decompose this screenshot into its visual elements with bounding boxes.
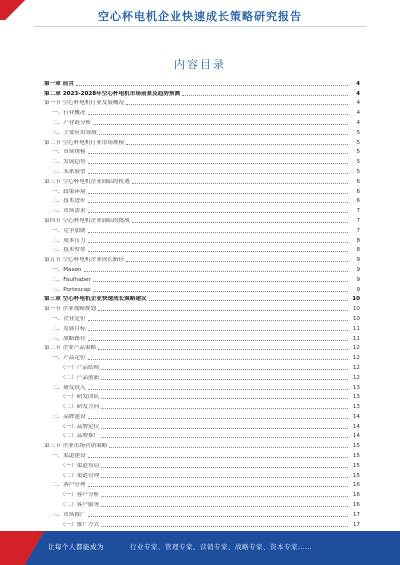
toc-entry[interactable] [44, 509, 360, 519]
toc-entry[interactable] [44, 254, 360, 264]
toc-page-number: 10 [352, 296, 360, 303]
toc-page-number: 4 [356, 110, 360, 117]
toc-page-number: 6 [356, 188, 360, 195]
page-footer [0, 531, 400, 565]
toc-entry[interactable] [44, 88, 360, 98]
toc-leader-dots [98, 349, 348, 350]
toc-entry-title: （一）产品结构 [60, 364, 100, 371]
toc-entry[interactable] [44, 78, 360, 88]
toc-leader-dots [93, 281, 348, 282]
toc-entry-title: 三、主要应用领域 [52, 129, 97, 136]
toc-entry-title: 三、品牌建设 [52, 413, 86, 420]
toc-entry-title: 一、政策环境 [52, 188, 86, 195]
toc-entry-title: 第三节 企业市场营销策略 [44, 443, 108, 450]
toc-entry-title: 二、成本压力 [52, 237, 86, 244]
toc-leader-dots [88, 389, 348, 390]
footer-slogan: 让每个人都能成为 [48, 543, 104, 551]
toc-leader-dots [88, 212, 348, 213]
toc-leader-dots [101, 398, 348, 399]
toc-entry-title: （二）产品创新 [60, 374, 100, 381]
toc-page-number: 4 [356, 90, 360, 97]
toc-entry[interactable] [44, 284, 360, 294]
toc-page-number: 5 [356, 159, 360, 166]
toc-entry-title: 一、市场规模 [52, 149, 86, 156]
toc-entry[interactable] [44, 470, 360, 480]
toc-entry[interactable] [44, 176, 360, 186]
toc-page-number: 11 [352, 325, 360, 332]
toc-page-number: 16 [352, 482, 360, 489]
toc-leader-dots [101, 496, 348, 497]
toc-page-number: 12 [352, 374, 360, 381]
toc-entry-title: 第一节 空心杯电机行业发展概况 [44, 100, 125, 107]
toc-entry[interactable] [44, 186, 360, 196]
toc-leader-dots [88, 486, 348, 487]
toc-entry-title: 二、技术进步 [52, 198, 86, 205]
toc-page-number: 5 [356, 139, 360, 146]
toc-entry-title: 二、产业链分析 [52, 119, 92, 126]
toc-page-number: 4 [356, 119, 360, 126]
toc-page-number: 14 [352, 413, 360, 420]
toc-entry[interactable] [44, 196, 360, 206]
toc-page-number: 5 [356, 149, 360, 156]
toc-entry-title: （二）客户服务 [60, 502, 100, 509]
toc-leader-dots [132, 222, 348, 223]
toc-leader-dots [101, 467, 348, 468]
toc-entry[interactable] [44, 147, 360, 157]
toc-entry-title: 三、Portescap [52, 286, 91, 293]
toc-entry-title: （一）渠道布局 [60, 462, 100, 469]
toc-entry[interactable] [44, 323, 360, 333]
toc-entry-title: （一）研发团队 [60, 394, 100, 401]
toc-entry[interactable] [44, 352, 360, 362]
toc-entry-title: 三、未来展望 [52, 168, 86, 175]
toc-page-number: 9 [356, 266, 360, 273]
toc-entry[interactable] [44, 343, 360, 353]
toc-entry[interactable] [44, 450, 360, 460]
footer-tagline: 行业专家、管理专家、营销专家、战略专家、资本专家…… [130, 543, 312, 551]
toc-leader-dots [101, 369, 348, 370]
toc-entry[interactable] [44, 303, 360, 313]
toc-entry[interactable] [44, 166, 360, 176]
toc-entry-title: 二、发展目标 [52, 325, 86, 332]
toc-leader-dots [101, 506, 348, 507]
toc-entry[interactable] [44, 382, 360, 392]
footer-red-accent [0, 531, 44, 565]
page-header [0, 0, 400, 30]
toc-leader-dots [88, 457, 348, 458]
toc-entry[interactable] [44, 274, 360, 284]
toc-page-number: 10 [352, 315, 360, 322]
toc-leader-dots [93, 124, 348, 125]
toc-page-number: 12 [352, 345, 360, 352]
toc-leader-dots [101, 428, 348, 429]
toc-entry[interactable] [44, 225, 360, 235]
toc-page-number: 9 [356, 286, 360, 293]
toc-page-number: 6 [356, 198, 360, 205]
toc-entry[interactable] [44, 235, 360, 245]
toc-leader-dots [88, 173, 348, 174]
toc-leader-dots [101, 379, 348, 380]
toc-entry-title: 第三节 空心杯电机企业面临的机遇 [44, 178, 130, 185]
toc-entry-title: 第二节 空心杯电机行业市场规模 [44, 139, 125, 146]
toc-entry[interactable] [44, 392, 360, 402]
toc-page-number: 16 [352, 502, 360, 509]
toc-leader-dots [88, 516, 348, 517]
toc-entry-title: （一）品牌定位 [60, 423, 100, 430]
toc-entry[interactable] [44, 421, 360, 431]
toc-entry-title: 第四节 空心杯电机企业面临的挑战 [44, 217, 130, 224]
toc-leader-dots [126, 104, 348, 105]
toc-page-number: 15 [352, 453, 360, 460]
toc-page-number: 15 [352, 472, 360, 479]
toc-entry-title: 第三章 空心杯电机企业快速成长策略建议 [44, 296, 147, 303]
toc-entry[interactable] [44, 294, 360, 304]
toc-leader-dots [126, 144, 348, 145]
toc-leader-dots [88, 232, 348, 233]
toc-page-number: 16 [352, 492, 360, 499]
toc-leader-dots [84, 271, 348, 272]
toc-page-number: 14 [352, 423, 360, 430]
toc-leader-dots [88, 114, 348, 115]
toc-entry-title: 三、战略路径 [52, 335, 86, 342]
toc-entry[interactable] [44, 264, 360, 274]
toc-entry[interactable] [44, 156, 360, 166]
toc-page-number: 5 [356, 129, 360, 136]
toc-leader-dots [98, 310, 348, 311]
toc-entry-title: 三、市场推广 [52, 511, 86, 518]
toc-page-number: 14 [352, 433, 360, 440]
toc-entry-title: 三、市场需求 [52, 208, 86, 215]
toc-page-number: 11 [352, 335, 360, 342]
toc-page-number: 4 [356, 80, 360, 87]
toc-entry-title: （一）客户分析 [60, 492, 100, 499]
toc-page-number: 13 [352, 394, 360, 401]
toc-entry[interactable] [44, 499, 360, 509]
toc-entry-title: 二、研发投入 [52, 384, 86, 391]
toc-page-number: 15 [352, 462, 360, 469]
toc-leader-dots [88, 202, 348, 203]
toc-page-number: 7 [356, 208, 360, 215]
toc-entry[interactable] [44, 431, 360, 441]
toc-heading: 内容目录 [174, 58, 226, 71]
toc-entry-title: （二）品牌推广 [60, 433, 100, 440]
toc-entry[interactable] [44, 117, 360, 127]
toc-leader-dots [88, 330, 348, 331]
toc-entry-title: 一、产品定位 [52, 355, 86, 362]
toc-leader-dots [88, 242, 348, 243]
toc-entry[interactable] [44, 519, 360, 529]
toc-page-number: 4 [356, 100, 360, 107]
toc-entry[interactable] [44, 127, 360, 137]
toc-leader-dots [101, 477, 348, 478]
toc-entry[interactable] [44, 362, 360, 372]
toc-leader-dots [109, 447, 348, 448]
toc-entry[interactable] [44, 98, 360, 108]
toc-page-number: 8 [356, 237, 360, 244]
toc-entry-title: （二）渠道管理 [60, 472, 100, 479]
toc-page-number: 7 [356, 217, 360, 224]
toc-leader-dots [88, 418, 348, 419]
toc-page-number: 12 [352, 364, 360, 371]
toc-leader-dots [99, 134, 348, 135]
toc-leader-dots [88, 153, 348, 154]
toc-entry[interactable] [44, 333, 360, 343]
toc-page-number: 15 [352, 443, 360, 450]
toc-entry-title: 一、竞争加剧 [52, 227, 86, 234]
table-of-contents [44, 78, 360, 538]
toc-entry-title: 一、Maxon [52, 266, 82, 273]
toc-entry-title: （二）研发方向 [60, 404, 100, 411]
toc-entry-title: 第五节 空心杯电机企业成长路径 [44, 257, 125, 264]
toc-entry-title: 三、技术壁垒 [52, 247, 86, 254]
toc-entry-title: 第一章 前言 [44, 80, 74, 87]
toc-entry[interactable] [44, 107, 360, 117]
header-divider [34, 26, 366, 27]
toc-page-number: 6 [356, 178, 360, 185]
toc-leader-dots [149, 300, 348, 301]
toc-entry[interactable] [44, 411, 360, 421]
toc-page-number: 8 [356, 247, 360, 254]
toc-page-number: 17 [352, 521, 360, 528]
toc-leader-dots [76, 85, 348, 86]
toc-leader-dots [88, 359, 348, 360]
toc-page-number: 9 [356, 276, 360, 283]
toc-page-number: 9 [356, 257, 360, 264]
toc-entry[interactable] [44, 440, 360, 450]
toc-entry-title: 二、发展趋势 [52, 159, 86, 166]
toc-leader-dots [88, 163, 348, 164]
toc-entry-title: 二、客户管理 [52, 482, 86, 489]
toc-entry-title: 第一节 企业战略规划 [44, 306, 97, 313]
toc-leader-dots [88, 320, 348, 321]
toc-entry[interactable] [44, 137, 360, 147]
toc-entry[interactable] [44, 205, 360, 215]
toc-leader-dots [88, 193, 348, 194]
toc-leader-dots [101, 526, 348, 527]
toc-leader-dots [182, 95, 348, 96]
toc-leader-dots [93, 291, 348, 292]
toc-entry[interactable] [44, 313, 360, 323]
toc-leader-dots [101, 408, 348, 409]
toc-page-number: 10 [352, 306, 360, 313]
toc-page-number: 13 [352, 384, 360, 391]
toc-leader-dots [88, 340, 348, 341]
toc-entry[interactable] [44, 480, 360, 490]
toc-entry-title: 二、Faulhaber [52, 276, 91, 283]
toc-page-number: 12 [352, 355, 360, 362]
toc-entry-title: （一）推广方式 [60, 521, 100, 528]
report-title: 空心杯电机企业快速成长策略研究报告 [98, 10, 302, 23]
toc-entry-title: 第二节 企业产品策略 [44, 345, 97, 352]
toc-page-number: 5 [356, 168, 360, 175]
toc-page-number: 17 [352, 511, 360, 518]
toc-leader-dots [126, 261, 348, 262]
toc-entry-title: 一、企业定位 [52, 315, 86, 322]
toc-leader-dots [101, 437, 348, 438]
toc-entry[interactable] [44, 460, 360, 470]
toc-entry[interactable] [44, 245, 360, 255]
toc-entry-title: 第二章 2023-2028年空心杯电机市场前景及趋势预测 [44, 90, 181, 97]
toc-entry[interactable] [44, 401, 360, 411]
toc-entry-title: 一、渠道建设 [52, 453, 86, 460]
toc-page-number: 13 [352, 404, 360, 411]
toc-entry-title: 一、行业概况 [52, 110, 86, 117]
toc-entry[interactable] [44, 372, 360, 382]
toc-entry[interactable] [44, 489, 360, 499]
toc-leader-dots [132, 183, 348, 184]
toc-entry[interactable] [44, 215, 360, 225]
toc-page-number: 7 [356, 227, 360, 234]
toc-leader-dots [88, 251, 348, 252]
